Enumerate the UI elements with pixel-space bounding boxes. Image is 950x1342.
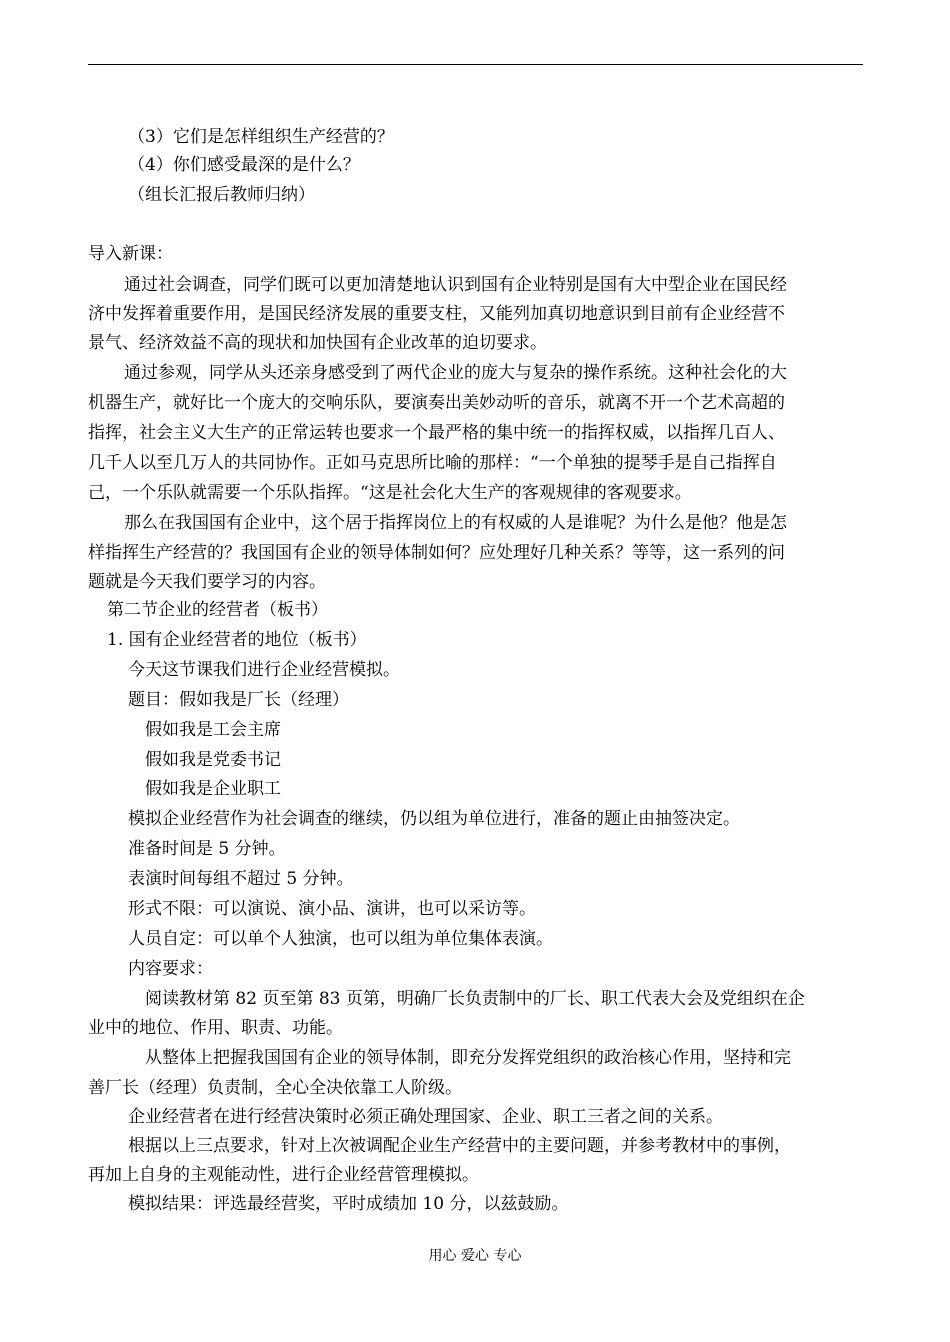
text-line: 表演时间每组不超过 5 分钟。 <box>128 869 354 889</box>
text-line: （4）你们感受最深的是什么？ <box>128 155 360 175</box>
text-line: 题目：假如我是厂长（经理） <box>128 690 349 710</box>
board-heading: 第二节企业的经营者（板书） <box>107 600 328 620</box>
text-line: 几千人以至几万人的共同协作。正如马克思所比喻的那样：“一个单独的提琴手是自己指挥自 <box>88 453 777 473</box>
text-line: 再加上自身的主观能动性，进行企业经营管理模拟。 <box>88 1165 479 1185</box>
section-heading: 导入新课： <box>88 244 173 264</box>
text-line: 题就是今天我们要学习的内容。 <box>88 572 326 592</box>
text-line: 从整体上把握我国国有企业的领导体制，即充分发挥党组织的政治核心作用，坚持和完 <box>145 1048 791 1068</box>
text-line: 准备时间是 5 分钟。 <box>128 839 286 859</box>
text-line: 通过社会调查，同学们既可以更加清楚地认识到国有企业特别是国有大中型企业在国民经 <box>124 275 787 295</box>
text-line: 模拟结果：评选最经营奖，平时成绩加 10 分，以兹鼓励。 <box>128 1194 569 1214</box>
text-line: 内容要求： <box>128 959 213 979</box>
text-line: 通过参观，同学从头还亲身感受到了两代企业的庞大与复杂的操作系统。这种社会化的大 <box>124 363 787 383</box>
page-footer: 用心 爱心 专心 <box>428 1248 522 1264</box>
text-line: 济中发挥着重要作用，是国民经济发展的重要支柱，又能列加真切地意识到目前有企业经营不 <box>88 304 785 324</box>
text-line: 样指挥生产经营的？我国国有企业的领导体制如何？应处理好几种关系？等等，这一系列的问 <box>88 543 785 563</box>
text-line: 善厂长（经理）负责制，全心全决依靠工人阶级。 <box>88 1078 462 1098</box>
text-line: （3）它们是怎样组织生产经营的？ <box>128 127 394 147</box>
text-line: 指挥，社会主义大生产的正常运转也要求一个最严格的集中统一的指挥权威，以指挥几百人、 <box>88 423 785 443</box>
text-line: 景气、经济效益不高的现状和加快国有企业改革的迫切要求。 <box>88 333 547 353</box>
header-rule <box>88 64 863 65</box>
text-line: 形式不限：可以演说、演小品、演讲，也可以采访等。 <box>128 899 536 919</box>
text-line: 根据以上三点要求，针对上次被调配企业生产经营中的主要问题，并参考教材中的事例， <box>128 1136 791 1156</box>
text-line: 人员自定：可以单个人独演，也可以组为单位集体表演。 <box>128 929 553 949</box>
text-line: 阅读教材第 82 页至第 83 页第，明确厂长负责制中的厂长、职工代表大会及党组织在企 <box>145 989 805 1009</box>
text-line: 企业经营者在进行经营决策时必须正确处理国家、企业、职工三者之间的关系。 <box>128 1107 723 1127</box>
text-line: 己，一个乐队就需要一个乐队指挥。“这是社会化大生产的客观规律的客观要求。 <box>88 483 692 503</box>
text-line: 假如我是工会主席 <box>145 720 281 740</box>
text-line: 那么在我国国有企业中，这个居于指挥岗位上的有权威的人是谁呢？为什么是他？他是怎 <box>124 513 787 533</box>
board-subheading: 1. 国有企业经营者的地位（板书） <box>107 630 367 650</box>
text-line: 机器生产，就好比一个庞大的交响乐队，要演奏出美妙动听的音乐，就离不开一个艺术高超的 <box>88 393 785 413</box>
text-line: （组长汇报后教师归纳） <box>128 185 315 205</box>
text-line: 今天这节课我们进行企业经营模拟。 <box>128 660 400 680</box>
text-line: 假如我是党委书记 <box>145 750 281 770</box>
text-line: 模拟企业经营作为社会调查的继续，仍以组为单位进行，准备的题止由抽签决定。 <box>128 809 740 829</box>
text-line: 假如我是企业职工 <box>145 779 281 799</box>
text-line: 业中的地位、作用、职责、功能。 <box>88 1018 343 1038</box>
